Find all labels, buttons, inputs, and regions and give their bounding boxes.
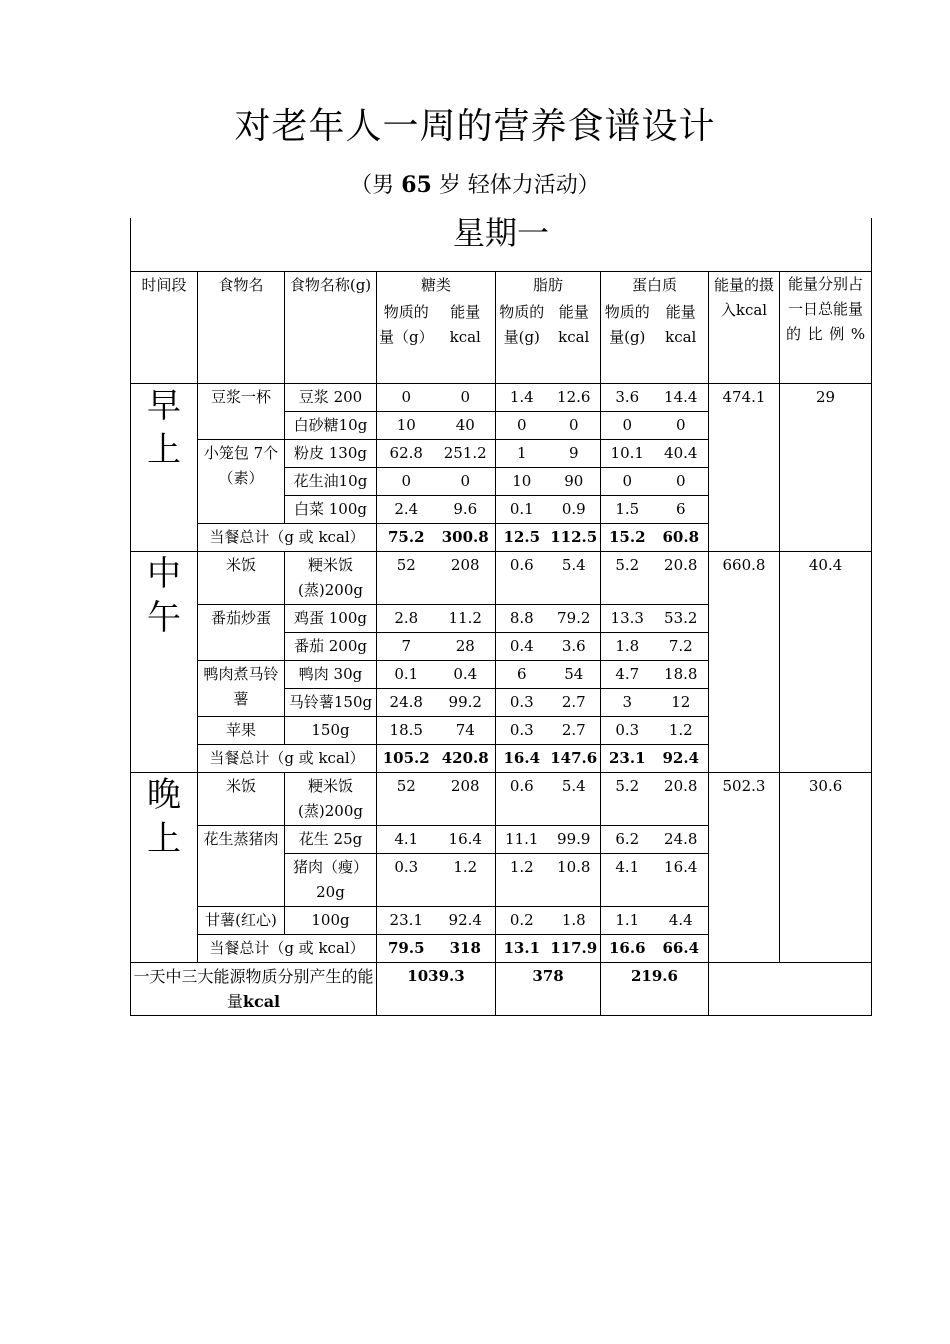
value-cell: 18.5 — [377, 717, 436, 745]
value-cell: 53.2 — [654, 605, 709, 633]
food-name: 花生蒸猪肉 — [198, 826, 285, 907]
header-period: 时间段 — [131, 272, 198, 384]
page-title: 对老年人一周的营养食谱设计 — [234, 106, 716, 147]
value-cell: 208 — [436, 773, 496, 826]
value-cell: 4.4 — [654, 907, 709, 935]
value-cell: 1.8 — [601, 633, 654, 661]
meal-total-value: 147.6 — [548, 745, 601, 773]
daily-total-label — [131, 963, 377, 1016]
value-cell: 10.1 — [601, 440, 654, 468]
meal-total-value: 92.4 — [654, 745, 709, 773]
meal-total-value: 12.5 — [496, 524, 548, 552]
meal-ratio: 30.6 — [780, 773, 872, 963]
value-cell: 2.7 — [548, 717, 601, 745]
meal-total-value: 16.6 — [601, 935, 654, 963]
ingredient-cell: 白菜 100g — [285, 496, 377, 524]
value-cell: 92.4 — [436, 907, 496, 935]
value-cell: 11.1 — [496, 826, 548, 854]
meal-total-value: 75.2 — [377, 524, 436, 552]
value-cell: 0 — [601, 468, 654, 496]
ingredient-cell: 100g — [285, 907, 377, 935]
ingredient-cell: 白砂糖10g — [285, 412, 377, 440]
meal-intake: 474.1 — [709, 384, 780, 552]
value-cell: 20.8 — [654, 552, 709, 605]
meal-total-label: 当餐总计（g 或 kcal） — [198, 524, 377, 552]
meal-ratio: 29 — [780, 384, 872, 552]
value-cell: 13.3 — [601, 605, 654, 633]
value-cell: 0 — [436, 468, 496, 496]
daily-fat-energy: 378 — [496, 963, 601, 1016]
value-cell: 0.6 — [496, 552, 548, 605]
meal-total-value: 79.5 — [377, 935, 436, 963]
value-cell: 23.1 — [377, 907, 436, 935]
daily-total-row — [131, 963, 872, 1016]
value-cell: 208 — [436, 552, 496, 605]
header-fat-energy: 能量kcal — [548, 299, 601, 384]
page-subtitle — [0, 168, 950, 199]
value-cell: 0 — [654, 468, 709, 496]
value-cell: 0.2 — [496, 907, 548, 935]
table-row — [131, 552, 872, 605]
value-cell: 2.7 — [548, 689, 601, 717]
meal-total-value: 13.1 — [496, 935, 548, 963]
meal-total-value: 16.4 — [496, 745, 548, 773]
meal-total-label: 当餐总计（g 或 kcal） — [198, 935, 377, 963]
food-name: 鸭肉煮马铃薯 — [198, 661, 285, 717]
value-cell: 10 — [496, 468, 548, 496]
value-cell: 24.8 — [377, 689, 436, 717]
meal-total-value: 66.4 — [654, 935, 709, 963]
value-cell: 10.8 — [548, 854, 601, 907]
value-cell: 99.9 — [548, 826, 601, 854]
header-carb-energy: 能量kcal — [436, 299, 496, 384]
value-cell: 74 — [436, 717, 496, 745]
value-cell: 5.4 — [548, 552, 601, 605]
food-name: 小笼包 7个（素） — [198, 440, 285, 524]
value-cell: 24.8 — [654, 826, 709, 854]
ingredient-cell: 粳米饭(蒸)200g — [285, 773, 377, 826]
value-cell: 0.4 — [436, 661, 496, 689]
meal-total-value: 23.1 — [601, 745, 654, 773]
ingredient-cell: 粳米饭(蒸)200g — [285, 552, 377, 605]
meal-total-value: 420.8 — [436, 745, 496, 773]
value-cell: 0 — [377, 384, 436, 412]
value-cell: 1.2 — [654, 717, 709, 745]
value-cell: 6 — [654, 496, 709, 524]
value-cell: 1.1 — [601, 907, 654, 935]
value-cell: 0 — [601, 412, 654, 440]
table-row — [131, 773, 872, 826]
value-cell: 16.4 — [436, 826, 496, 854]
food-name: 米饭 — [198, 552, 285, 605]
value-cell: 0.1 — [496, 496, 548, 524]
value-cell: 0.1 — [377, 661, 436, 689]
ingredient-cell: 豆浆 200 — [285, 384, 377, 412]
value-cell: 0.3 — [496, 689, 548, 717]
daily-protein-energy: 219.6 — [601, 963, 709, 1016]
subtitle-age: 65 — [401, 172, 432, 198]
value-cell: 7 — [377, 633, 436, 661]
value-cell: 1.2 — [436, 854, 496, 907]
daily-total-label-unit: kcal — [242, 992, 281, 1011]
value-cell: 2.8 — [377, 605, 436, 633]
daily-empty-cell — [709, 963, 872, 1016]
value-cell: 62.8 — [377, 440, 436, 468]
value-cell: 4.1 — [601, 854, 654, 907]
value-cell: 3.6 — [548, 633, 601, 661]
daily-total-label-text: 一天中三大能源物质分别产生的能量 — [133, 967, 374, 1011]
meal-period: 中午 — [131, 552, 198, 773]
value-cell: 0 — [548, 412, 601, 440]
meal-intake: 660.8 — [709, 552, 780, 773]
meal-total-label: 当餐总计（g 或 kcal） — [198, 745, 377, 773]
value-cell: 54 — [548, 661, 601, 689]
meal-total-value: 318 — [436, 935, 496, 963]
meal-total-value: 112.5 — [548, 524, 601, 552]
value-cell: 0.3 — [601, 717, 654, 745]
meal-total-value: 105.2 — [377, 745, 436, 773]
value-cell: 0 — [654, 412, 709, 440]
meal-period: 晚上 — [131, 773, 198, 963]
value-cell: 0 — [436, 384, 496, 412]
value-cell: 10 — [377, 412, 436, 440]
table-row — [131, 384, 872, 412]
value-cell: 0.9 — [548, 496, 601, 524]
value-cell: 52 — [377, 773, 436, 826]
ingredient-cell: 150g — [285, 717, 377, 745]
meal-period: 早上 — [131, 384, 198, 552]
food-name: 豆浆一杯 — [198, 384, 285, 440]
value-cell: 12.6 — [548, 384, 601, 412]
value-cell: 0.6 — [496, 773, 548, 826]
subtitle-open: （男 — [350, 173, 395, 198]
value-cell: 6 — [496, 661, 548, 689]
food-name: 米饭 — [198, 773, 285, 826]
value-cell: 9.6 — [436, 496, 496, 524]
value-cell: 5.2 — [601, 773, 654, 826]
value-cell: 79.2 — [548, 605, 601, 633]
food-name: 苹果 — [198, 717, 285, 745]
value-cell: 99.2 — [436, 689, 496, 717]
header-protein: 蛋白质 — [601, 272, 709, 300]
value-cell: 18.8 — [654, 661, 709, 689]
value-cell: 0.3 — [377, 854, 436, 907]
header-protein-mass: 物质的量(g) — [601, 299, 654, 384]
value-cell: 11.2 — [436, 605, 496, 633]
ingredient-cell: 鸭肉 30g — [285, 661, 377, 689]
value-cell: 20.8 — [654, 773, 709, 826]
meal-total-value: 117.9 — [548, 935, 601, 963]
value-cell: 6.2 — [601, 826, 654, 854]
ingredient-cell: 粉皮 130g — [285, 440, 377, 468]
meal-intake: 502.3 — [709, 773, 780, 963]
daily-carb-energy: 1039.3 — [377, 963, 496, 1016]
subtitle-rest: 岁 轻体力活动） — [438, 173, 600, 198]
header-ingredient: 食物名称(g) — [285, 272, 377, 384]
value-cell: 1.5 — [601, 496, 654, 524]
ingredient-cell: 鸡蛋 100g — [285, 605, 377, 633]
ingredient-cell: 番茄 200g — [285, 633, 377, 661]
value-cell: 1.2 — [496, 854, 548, 907]
value-cell: 5.2 — [601, 552, 654, 605]
value-cell: 16.4 — [654, 854, 709, 907]
value-cell: 251.2 — [436, 440, 496, 468]
header-fat-mass: 物质的量(g) — [496, 299, 548, 384]
header-food: 食物名 — [198, 272, 285, 384]
value-cell: 9 — [548, 440, 601, 468]
value-cell: 4.7 — [601, 661, 654, 689]
header-ratio: 能量分别占一日总能量的比例% — [780, 272, 872, 384]
value-cell: 0.4 — [496, 633, 548, 661]
value-cell: 52 — [377, 552, 436, 605]
value-cell: 7.2 — [654, 633, 709, 661]
header-carb: 糖类 — [377, 272, 496, 300]
value-cell: 0 — [496, 412, 548, 440]
value-cell: 3.6 — [601, 384, 654, 412]
value-cell: 1 — [496, 440, 548, 468]
meal-total-value: 300.8 — [436, 524, 496, 552]
value-cell: 3 — [601, 689, 654, 717]
day-label: 星期一 — [131, 218, 872, 272]
value-cell: 0 — [377, 468, 436, 496]
value-cell: 12 — [654, 689, 709, 717]
header-intake: 能量的摄入kcal — [709, 272, 780, 384]
value-cell: 0.3 — [496, 717, 548, 745]
meal-total-value: 60.8 — [654, 524, 709, 552]
value-cell: 90 — [548, 468, 601, 496]
value-cell: 1.4 — [496, 384, 548, 412]
value-cell: 4.1 — [377, 826, 436, 854]
value-cell: 2.4 — [377, 496, 436, 524]
food-name: 甘薯(红心) — [198, 907, 285, 935]
value-cell: 40 — [436, 412, 496, 440]
value-cell: 8.8 — [496, 605, 548, 633]
ingredient-cell: 花生 25g — [285, 826, 377, 854]
nutrition-table — [130, 214, 872, 1016]
ingredient-cell: 马铃薯150g — [285, 689, 377, 717]
food-name: 番茄炒蛋 — [198, 605, 285, 661]
value-cell: 28 — [436, 633, 496, 661]
header-fat: 脂肪 — [496, 272, 601, 300]
value-cell: 1.8 — [548, 907, 601, 935]
value-cell: 14.4 — [654, 384, 709, 412]
header-carb-mass: 物质的量（g） — [377, 299, 436, 384]
ingredient-cell: 花生油10g — [285, 468, 377, 496]
header-protein-energy: 能量kcal — [654, 299, 709, 384]
value-cell: 40.4 — [654, 440, 709, 468]
meal-ratio: 40.4 — [780, 552, 872, 773]
ingredient-cell: 猪肉（瘦）20g — [285, 854, 377, 907]
value-cell: 5.4 — [548, 773, 601, 826]
meal-total-value: 15.2 — [601, 524, 654, 552]
